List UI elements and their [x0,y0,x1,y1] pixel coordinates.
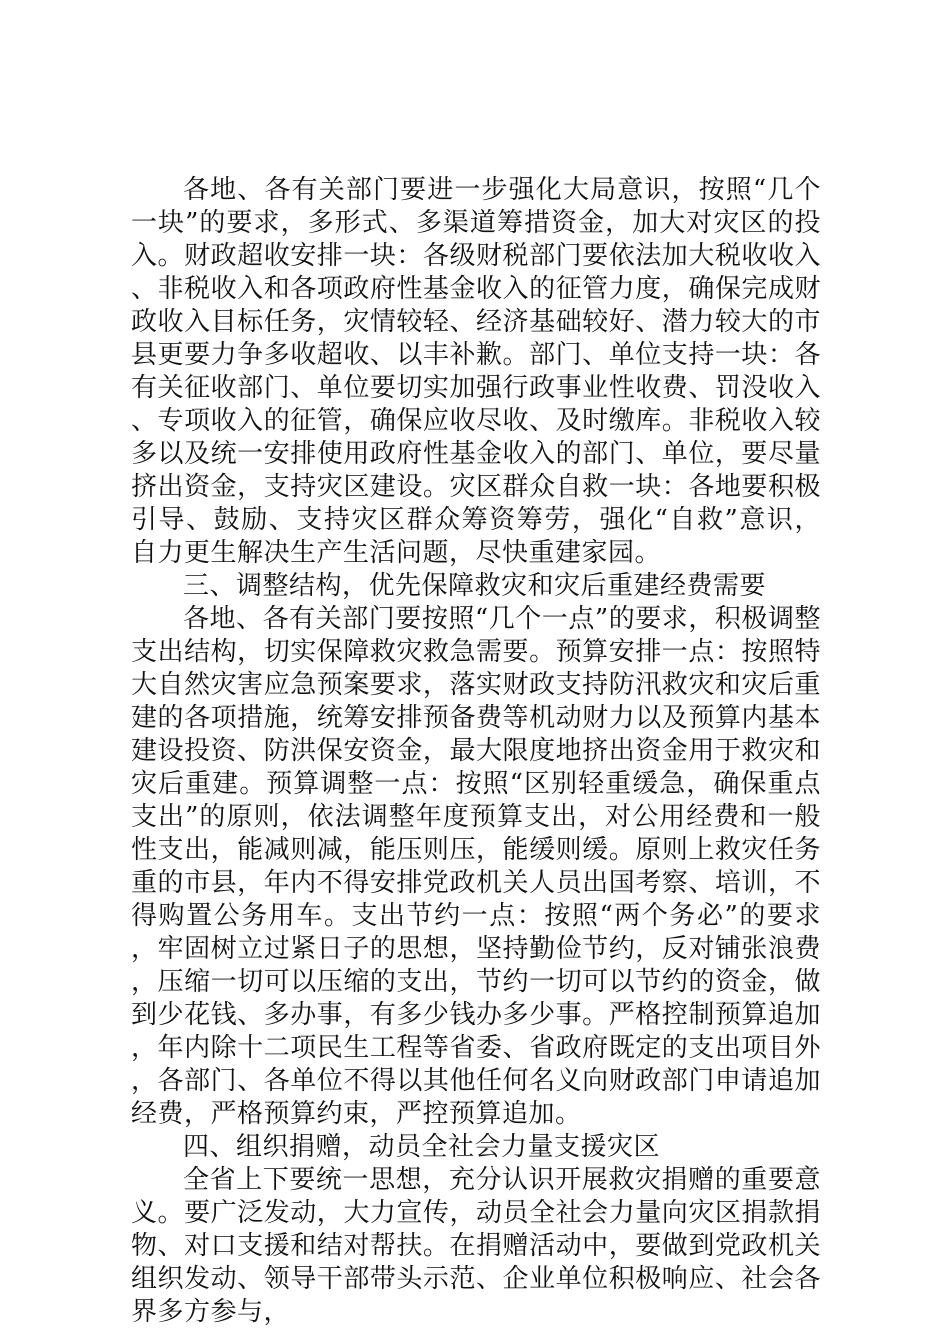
section-heading-3: 三、调整结构，优先保障救灾和灾后重建经费需要 [183,571,767,601]
document-body [131,174,821,1329]
section-heading-4: 四、组织捐赠，动员全社会力量支援灾区 [183,1132,661,1162]
body-paragraph: 各地、各有关部门要按照“几个一点”的要求，积极调整支出结构，切实保障救灾救急需要。预算安排一点：按照特大自然灾害应急预案要求，落实财政支持防汛救灾和灾后重建的各项措施，统筹安排预备费等机动财力以及预算内基本建设投资、防洪保安资金，最大限度地挤出资金用于救灾和灾后重建。预算调整一点：按照“区别轻重缓急，确保重点支出”的原则，依法调整年度预算支出，对公用经费和一般性支出，能减则减，能压则压，能缓则缓。原则上救灾任务重的市县，年内不得安排党政机关人员出国考察、培训，不得购置公务用车。支出节约一点：按照“两个务必”的要求，牢固树立过紧日子的思想，坚持勤俭节约，反对铺张浪费，压缩一切可以压缩的支出，节约一切可以节约的资金，做到少花钱、多办事，有多少钱办多少事。严格控制预算追加，年内除十二项民生工程等省委、省政府既定的支出项目外，各部门、各单位不得以其他任何名义向财政部门申请追加经费，严格预算约束，严控预算追加。 [131,604,821,1129]
body-paragraph: 各地、各有关部门要进一步强化大局意识，按照“几个一块”的要求，多形式、多渠道筹措资金，加大对灾区的投入。财政超收安排一块：各级财税部门要依法加大税收收入、非税收入和各项政府性基金收入的征管力度，确保完成财政收入目标任务，灾情较轻、经济基础较好、潜力较大的市县更要力争多收超收、以丰补歉。部门、单位支持一块：各有关征收部门、单位要切实加强行政事业性收费、罚没收入、专项收入的征管，确保应收尽收、及时缴库。非税收入较多以及统一安排使用政府性基金收入的部门、单位，要尽量挤出资金，支持灾区建设。灾区群众自救一块：各地要积极引导、鼓励、支持灾区群众筹资筹劳，强化“自救”意识，自力更生解决生产生活问题，尽快重建家园。 [131,175,821,568]
body-paragraph: 全省上下要统一思想，充分认识开展救灾捐赠的重要意义。要广泛发动，大力宣传，动员全社会力量向灾区捐款捐物、对口支援和结对帮扶。在捐赠活动中，要做到党政机关组织发动、领导干部带头示范、企业单位积极响应、社会各界多方参与， [131,1165,821,1327]
